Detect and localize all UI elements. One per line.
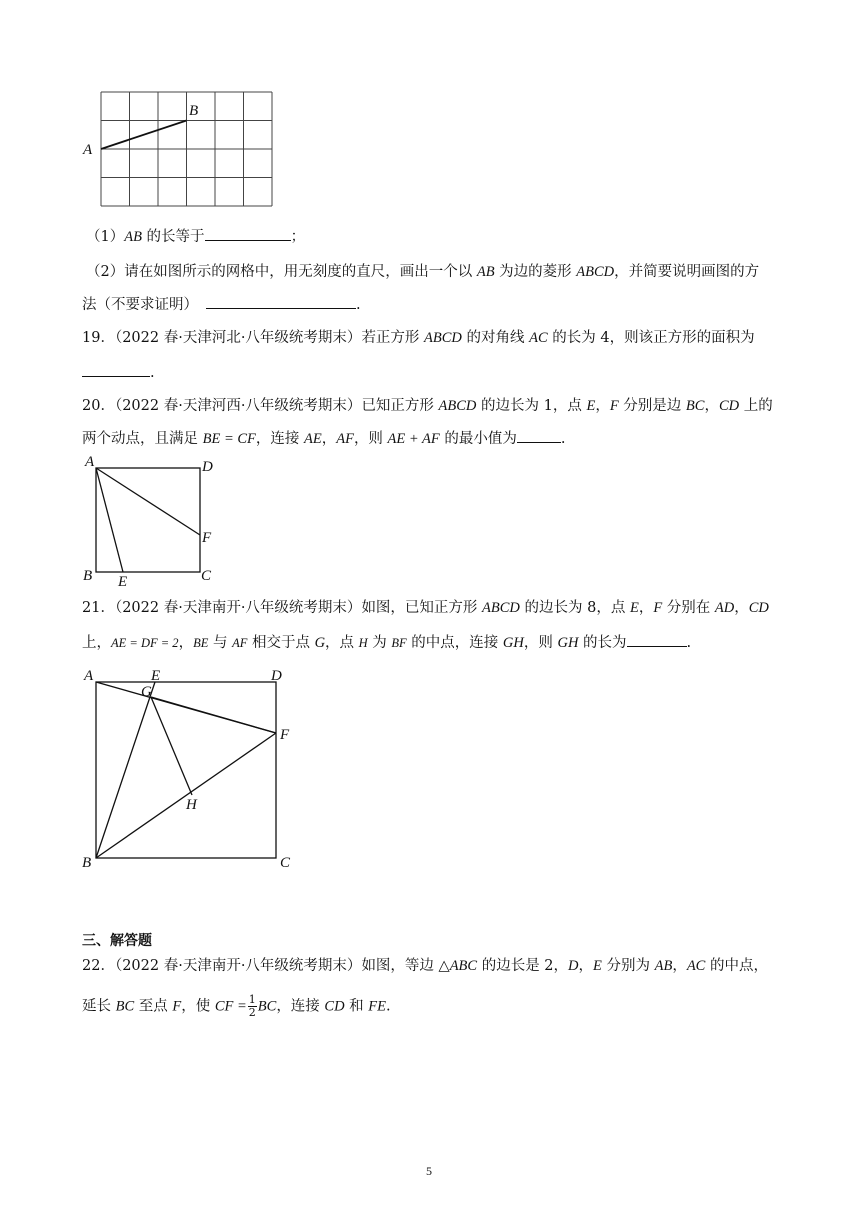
label-g: G [141, 684, 152, 700]
answer-blank [627, 632, 687, 647]
label-f: F [280, 727, 290, 743]
label-a: A [85, 454, 95, 470]
label-b: B [83, 568, 93, 584]
label-c: C [280, 855, 291, 871]
q18-part1: （1）AB 的长等于 ； [86, 226, 305, 247]
q21-figure [78, 664, 298, 876]
section-heading: 三、解答题 [82, 933, 152, 949]
label-b: B [82, 855, 92, 871]
question-22: 22．（2022 春·天津南开·八年级统考期末）如图，等边 △ABC 的边长是 2，D，E 分别为 AB，AC 的中点， [82, 958, 768, 974]
segment-ab [101, 121, 187, 150]
label-e: E [118, 574, 128, 588]
question-19-line2: . [82, 362, 155, 383]
answer-blank [517, 428, 561, 443]
page-number: 5 [426, 1164, 432, 1178]
label-b: B [189, 103, 199, 119]
label-h: H [186, 797, 197, 813]
question-19: 19．（2022 春·天津河北·八年级统考期末）若正方形 ABCD 的对角线 AC 的长为 4，则该正方形的面积为 [82, 330, 755, 346]
question-20: 20．（2022 春·天津河西·八年级统考期末）已知正方形 ABCD 的边长为 1，点 E，F 分别是边 BC，CD 上的 [82, 398, 773, 414]
question-22-line2: 延长 BC 至点 F，使 CF = $\frac{1}{2}$ BC，连接 CD 和 FE. [82, 993, 391, 1019]
question-21-line2: 上，AE = DF = 2，BE 与 AF 相交于点 G，点 H 为 BF 的中点，连接 GH，则 GH 的长为 . [82, 632, 691, 653]
label-e: E [151, 668, 161, 684]
q20-figure [80, 452, 220, 588]
question-21: 21．（2022 春·天津南开·八年级统考期末）如图，已知正方形 ABCD 的边长为 8，点 E，F 分别在 AD，CD [82, 600, 769, 616]
label-a: A [84, 668, 94, 684]
label-f: F [202, 530, 212, 546]
answer-blank [82, 362, 150, 377]
label-a: A [83, 142, 93, 158]
label-c: C [201, 568, 212, 584]
question-20-line2: 两个动点，且满足 BE = CF，连接 AE，AF，则 AE + AF 的最小值为 . [82, 428, 565, 449]
label-d: D [271, 668, 282, 684]
answer-blank [206, 294, 356, 309]
label-d: D [202, 459, 213, 475]
answer-blank [205, 226, 291, 241]
q18-part2-line2: 法（不要求证明） . [82, 294, 361, 315]
grid-figure [80, 86, 280, 210]
fraction-one-half: $\frac{1}{2}$ [248, 993, 256, 1019]
q18-part2-line1: （2）请在如图所示的网格中，用无刻度的直尺，画出一个以 AB 为边的菱形 ABCD，并简要说明画图的方 [86, 264, 760, 280]
